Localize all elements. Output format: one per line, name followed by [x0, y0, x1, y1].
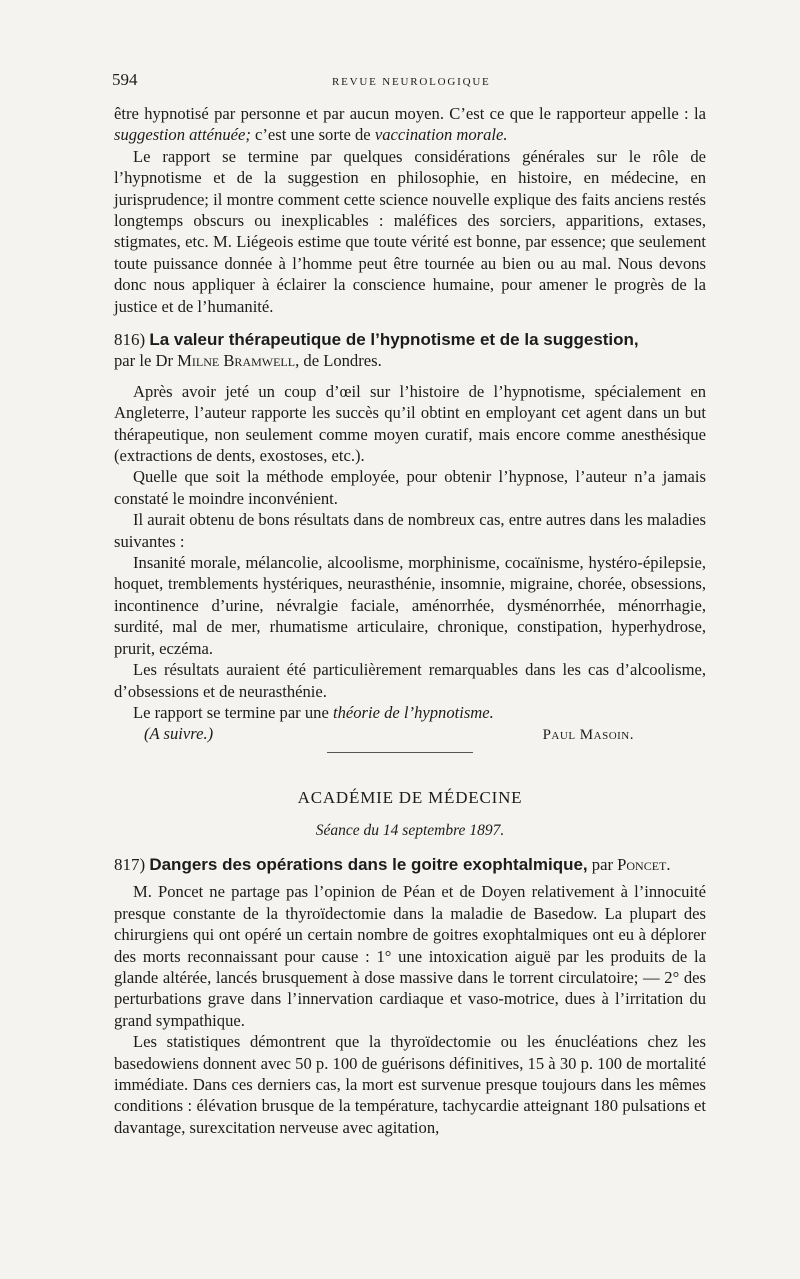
running-title: REVUE NEUROLOGIQUE [332, 76, 491, 88]
paragraph: M. Poncet ne partage pas l’opinion de Péan et de Doyen relativement à l’innocuité presque constante de la thyroïdectomie dans la maladie de Basedow. La plupart des chirurgiens qui ont opéré un certain nombre de goitres exophtalmiques ont eu à déplorer des morts reconnaissant pour cause : 1° une intoxication aiguë par les produits de la glande altérée, lancés brusquement à dose massive dans le torrent circulatoire; — 2° des perturbations grave dans l’innervation cardiaque et vaso-motrice, dues à l’irritation du grand sympathique. [114, 882, 706, 1030]
page-number: 594 [112, 70, 138, 89]
page-header [112, 70, 712, 94]
paragraph: être hypnotisé par personne et par aucun moyen. C’est ce que le rapporteur appelle : la suggestion atténuée; c’est une sorte de vaccination morale. [114, 104, 706, 145]
entry-817 [114, 854, 706, 1138]
section-title: ACADÉMIE DE MÉDECINE [297, 788, 523, 807]
paragraph: Les statistiques démontrent que la thyroïdectomie ou les énucléations chez les basedowiens donnent avec 50 p. 100 de guérisons définitives, 15 à 30 p. 100 de mortalité immédiate. Dans ces derniers cas, la mort est survenue presque toujours dans les mêmes conditions : élévation brusque de la température, tachycardie atteignant 180 pulsations et davantage, surexcitation nerveuse avec agitation, [114, 1032, 706, 1137]
continued-review-block [114, 103, 706, 317]
entry-number: 816) [114, 330, 146, 349]
author-name: Milne Bramwell [177, 351, 296, 371]
signature-row [114, 723, 706, 747]
paragraph: Insanité morale, mélancolie, alcoolisme, morphinisme, cocaïnisme, hystéro-épilepsie, hoquet, tremblements hystériques, neurasthénie, insomnie, migraine, chorée, obsessions, incontinence d’urine, névralgie faciale, aménorrhée, dysménorrhée, ménorrhagie, surdité, mal de mer, rhumatisme articulaire, chronique, constipation, hyperhydrose, prurit, eczéma. [114, 553, 706, 658]
to-be-continued: (A suivre.) [144, 724, 214, 744]
entry-heading [114, 329, 706, 350]
paragraph: Les résultats auraient été particulièrement remarquables dans les cas d’alcoolisme, d’obsessions et de neurasthénie. [114, 660, 706, 701]
entry-816 [114, 329, 706, 747]
paragraph: Quelle que soit la méthode employée, pour obtenir l’hypnose, l’auteur n’a jamais constaté le moindre inconvénient. [114, 467, 706, 508]
paragraph: Le rapport se termine par quelques considérations générales sur le rôle de l’hypnotisme et de la suggestion en philosophie, en histoire, en médecine, en jurisprudence; il montre comment cette science nouvelle explique des faits anciens restés longtemps obscurs ou inexplicables : maléfices des sorciers, apparitions, extases, stigmates, etc. M. Liégeois estime que toute vérité est bonne, par essence; que seulement toute puissance donnée à l’homme peut être tournée au bien ou au mal. Nous devons donc nous appliquer à éclairer la conscience humaine, pour amener le progrès de la justice et de l’humanité. [114, 146, 706, 316]
entry-byline: par le Dr Milne Bramwell, de Londres. [114, 351, 382, 371]
entry-number: 817) [114, 855, 146, 874]
entry-title: Dangers des opérations dans le goitre exophtalmique, [149, 855, 588, 874]
session-date: Séance du 14 septembre 1897. [315, 822, 505, 839]
paragraph: Le rapport se termine par une théorie de l’hypnotisme. [133, 702, 494, 722]
paragraph: Après avoir jeté un coup d’œil sur l’histoire de l’hypnotisme, spécialement en Angleterre, l’auteur rapporte les succès qu’il obtint en employant cet agent dans un but thérapeutique, non seulement comme moyen curatif, mais encore comme anesthésique (extractions de dents, exostoses, etc.). [114, 381, 706, 466]
entry-title: La valeur thérapeutique de l’hypnotisme et de la suggestion, [149, 330, 639, 349]
signature: Paul Masoin. [542, 727, 634, 744]
entry-heading: 817) Dangers des opérations dans le goitre exophtalmique, par Poncet. [114, 855, 671, 874]
author-name: Poncet. [617, 855, 671, 874]
section-divider [327, 752, 473, 753]
paragraph: Il aurait obtenu de bons résultats dans de nombreux cas, entre autres dans les maladies suivantes : [114, 510, 706, 551]
